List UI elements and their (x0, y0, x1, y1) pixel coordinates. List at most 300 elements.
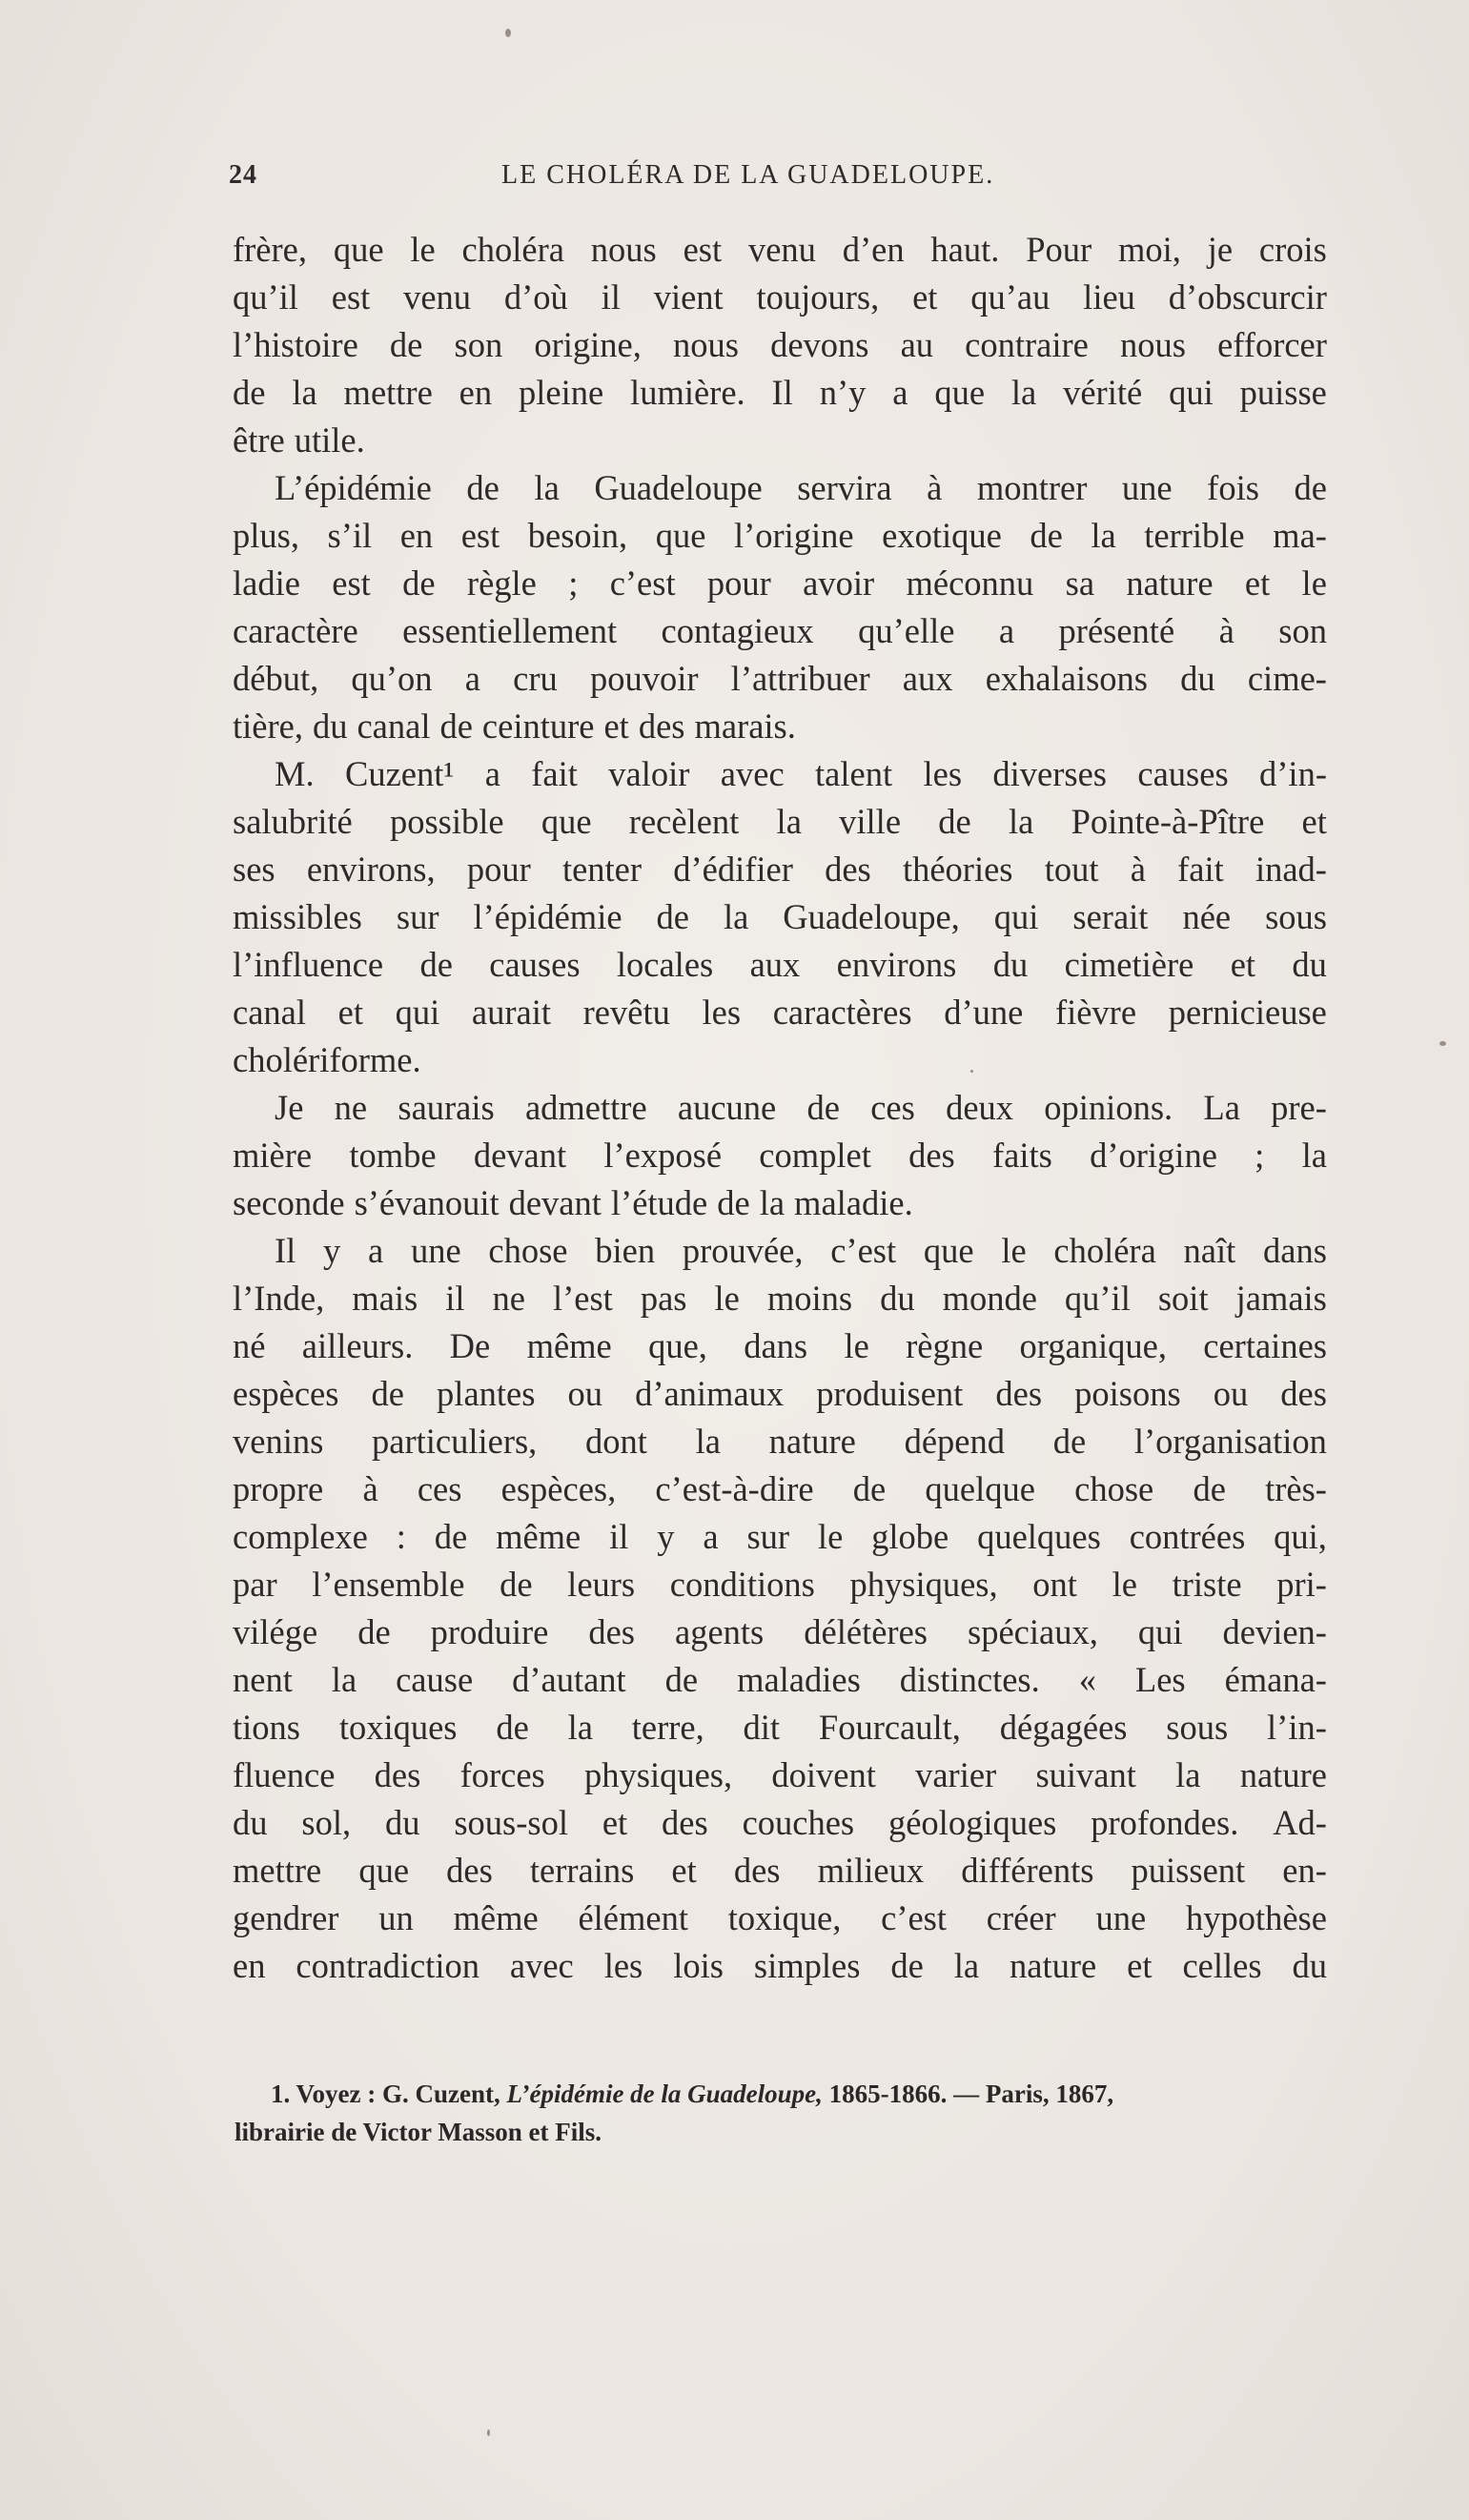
word: venins (233, 1422, 324, 1461)
word: très- (1265, 1469, 1327, 1508)
word: du (1292, 945, 1327, 984)
text-line (233, 1659, 1327, 1707)
word: particuliers, (372, 1422, 538, 1461)
text-line (233, 1945, 1327, 1993)
word: produisent (816, 1374, 964, 1413)
word: à (362, 1469, 378, 1508)
word: du (233, 1803, 268, 1842)
word: ou (1213, 1374, 1249, 1413)
word: sous (1265, 897, 1327, 936)
word: ma- (1273, 516, 1327, 555)
word: chose (488, 1231, 568, 1270)
word: vilége (233, 1612, 318, 1651)
word: à (927, 468, 943, 507)
word: devien- (1222, 1612, 1327, 1651)
text-line (233, 1230, 1327, 1278)
word: La (1203, 1088, 1240, 1127)
word: qu’on (351, 659, 433, 698)
word: le (844, 1326, 869, 1365)
word: et (912, 277, 938, 317)
word: sous-sol (454, 1803, 568, 1842)
word: nature (1126, 563, 1214, 603)
word: de (664, 1660, 699, 1699)
word: théories (902, 850, 1013, 889)
word: ; (1255, 1136, 1265, 1175)
word: aux (902, 659, 953, 698)
text-line (233, 1421, 1327, 1468)
word: revêtu (582, 993, 670, 1032)
word: du (992, 945, 1029, 984)
word: devant (473, 1136, 567, 1175)
word: saurais (398, 1088, 495, 1127)
word: y (323, 1231, 341, 1270)
word: spéciaux, (968, 1612, 1098, 1651)
word: l’ensemble (312, 1565, 465, 1604)
word: la (1301, 1136, 1327, 1175)
word: cime- (1247, 659, 1327, 698)
word: l’influence (233, 945, 384, 984)
word: celles (1182, 1946, 1262, 1985)
word: règle (466, 563, 537, 603)
word: du (1292, 1946, 1327, 1985)
word: a (368, 1231, 384, 1270)
word: contagieux (661, 611, 814, 650)
word: deux (946, 1088, 1014, 1127)
word: c’est-à-dire (655, 1469, 814, 1508)
word: propre (233, 1469, 324, 1508)
word: causes (489, 945, 581, 984)
word: dans (744, 1326, 808, 1365)
word: de (500, 1565, 533, 1604)
word: est (331, 277, 371, 317)
word: doivent (771, 1755, 876, 1794)
word: ailleurs. (301, 1326, 414, 1365)
word: vérité (1063, 373, 1143, 412)
word: de (1030, 516, 1063, 555)
word: il (445, 1279, 465, 1318)
footnote-title: L’épidémie de la Guadeloupe, (506, 2080, 823, 2108)
word: la (1010, 373, 1037, 412)
footnote-line: librairie de Victor Masson et Fils. (235, 2118, 602, 2146)
word: caractères (772, 993, 912, 1032)
word: cholériforme. (233, 1040, 421, 1079)
word: crois (1258, 230, 1327, 269)
body-text (233, 229, 1327, 1993)
word: il (601, 277, 621, 317)
word: nature (1239, 1755, 1327, 1794)
word: la (1008, 802, 1034, 841)
word: de (1294, 468, 1327, 507)
word: des (995, 1374, 1043, 1413)
text-line (233, 1611, 1327, 1659)
word: conditions (669, 1565, 815, 1604)
word: pre- (1271, 1088, 1327, 1127)
word: qu’il (1064, 1279, 1131, 1318)
text-line (233, 420, 1327, 467)
word: dépend (904, 1422, 1005, 1461)
word: haut. (930, 230, 1000, 269)
word: Les (1134, 1660, 1186, 1699)
text-line (233, 1182, 1327, 1230)
word: pri- (1276, 1565, 1327, 1604)
word: Pointe-à-Pître (1071, 802, 1265, 841)
word: Fourcault, (818, 1708, 961, 1747)
word: du (384, 1803, 420, 1842)
word: né (233, 1326, 266, 1365)
word: élément (578, 1898, 688, 1937)
word: leurs (567, 1565, 636, 1604)
word: par (233, 1565, 277, 1604)
word: fluence (233, 1755, 336, 1794)
word: différents (961, 1851, 1094, 1890)
word: chose (1074, 1469, 1154, 1508)
word: du (312, 707, 348, 746)
word: d’animaux (635, 1374, 785, 1413)
word: une (1095, 1898, 1147, 1937)
footnote-marker: 1. Voyez : G. Cuzent, (271, 2080, 500, 2108)
word: terrains (529, 1851, 635, 1890)
word: des (662, 1803, 708, 1842)
word: d’obscurcir (1168, 277, 1327, 317)
word: environs (836, 945, 957, 984)
word: tenter (561, 850, 643, 889)
word: de (389, 325, 423, 364)
word: est (332, 563, 371, 603)
word: règne (906, 1326, 984, 1365)
text-line (233, 563, 1327, 610)
text-line (233, 277, 1327, 324)
word: ces (417, 1469, 462, 1508)
word: ne (492, 1279, 525, 1318)
word: le (1112, 1565, 1137, 1604)
word: des (638, 707, 685, 746)
word: des (733, 1851, 781, 1890)
word: sol, (301, 1803, 352, 1842)
word: et (1127, 1946, 1153, 1985)
word: maladies (737, 1660, 861, 1699)
word: l’histoire (233, 325, 358, 364)
word: d’en (842, 230, 905, 269)
word: nous (590, 230, 657, 269)
word: le (410, 230, 436, 269)
word: en (399, 516, 434, 555)
word: environs, (306, 850, 436, 889)
word: des (908, 1136, 955, 1175)
word: son (1278, 611, 1327, 650)
word: espèces (233, 1374, 339, 1413)
word: a (484, 754, 500, 793)
word: lieu (1083, 277, 1135, 317)
word: méconnu (906, 563, 1034, 603)
word: physiques, (849, 1565, 998, 1604)
text-line (233, 1087, 1327, 1135)
word: possible (389, 802, 504, 841)
word: avec (720, 754, 785, 793)
word: cru (513, 659, 558, 698)
word: qu’elle (858, 611, 955, 650)
word: que (923, 1231, 974, 1270)
word: toujours, (756, 277, 880, 317)
word: est (683, 230, 723, 269)
word: sur (396, 897, 439, 936)
page-header (229, 160, 1325, 198)
word: bien (595, 1231, 656, 1270)
word: qui (1137, 1612, 1183, 1651)
word: l’origine (733, 516, 854, 555)
text-line (233, 753, 1327, 801)
text-line (233, 1039, 1327, 1087)
word: diverses (992, 754, 1108, 793)
word: de (852, 1469, 887, 1508)
word: utile. (294, 420, 365, 460)
word: Pour (1026, 230, 1092, 269)
word: d’autant (512, 1660, 626, 1699)
text-line (233, 706, 1327, 753)
word: varier (915, 1755, 997, 1794)
word: du (1180, 659, 1215, 698)
word: d’une (944, 993, 1024, 1032)
word: des (825, 850, 871, 889)
word: pernicieuse (1168, 993, 1327, 1032)
word: de (1193, 1469, 1226, 1508)
word: pas (640, 1279, 687, 1318)
word: toxique, (727, 1898, 842, 1937)
word: mettre (233, 1851, 322, 1890)
word: essentiellement (402, 611, 618, 650)
word: pouvoir (589, 659, 699, 698)
paper-speck (505, 29, 511, 37)
word: naît (1183, 1231, 1236, 1270)
word: d’édifier (673, 850, 793, 889)
word: ville (839, 802, 902, 841)
word: à (1130, 850, 1146, 889)
word: dont (585, 1422, 647, 1461)
word: et (337, 993, 363, 1032)
word: Il (275, 1231, 296, 1270)
word: il (609, 1517, 629, 1556)
word: ses (233, 850, 275, 889)
word: n’y (819, 373, 867, 412)
word: agents (675, 1612, 765, 1651)
word: Guadeloupe, (783, 897, 960, 936)
word: origine, (534, 325, 642, 364)
word: et (602, 1803, 628, 1842)
word: tions (233, 1708, 300, 1747)
text-line (233, 467, 1327, 515)
word: choléra (1053, 1231, 1156, 1270)
word: espèces, (500, 1469, 617, 1508)
text-line (233, 610, 1327, 658)
word: nature (1010, 1946, 1097, 1985)
word: canal (233, 993, 306, 1032)
word: contrées (1129, 1517, 1246, 1556)
word: de (806, 1088, 840, 1127)
paper-speck (487, 2429, 490, 2436)
text-line (233, 944, 1327, 992)
word: tombe (349, 1136, 437, 1175)
word: la (953, 1946, 980, 1985)
word: forces (459, 1755, 545, 1794)
word: la (331, 1660, 357, 1699)
word: jamais (1235, 1279, 1327, 1318)
text-line (233, 1135, 1327, 1182)
word: de (656, 897, 689, 936)
word: de (439, 707, 473, 746)
word: des (588, 1612, 635, 1651)
word: la (534, 468, 560, 507)
word: ladie (233, 563, 300, 603)
word: missibles (233, 897, 362, 936)
word: salubrité (233, 802, 353, 841)
word: que (333, 230, 384, 269)
word: une (410, 1231, 461, 1270)
word: Il (771, 373, 793, 412)
word: caractère (233, 611, 358, 650)
word: qui, (1274, 1517, 1327, 1556)
word: cause (396, 1660, 474, 1699)
word: l’est (552, 1279, 613, 1318)
word: contradiction (296, 1946, 479, 1985)
word: Ad- (1273, 1803, 1327, 1842)
word: des (446, 1851, 493, 1890)
word: ces (870, 1088, 915, 1127)
text-line (233, 372, 1327, 420)
word: opinions. (1044, 1088, 1173, 1127)
word: puisse (1239, 373, 1327, 412)
word: causes (1137, 754, 1229, 793)
word: complet (759, 1136, 871, 1175)
word: vient (653, 277, 724, 317)
word: le (714, 1279, 740, 1318)
word: une (1121, 468, 1173, 507)
word: et (1244, 563, 1271, 603)
word: de (357, 1612, 391, 1651)
page-number: 24 (229, 160, 257, 190)
word: sous (1166, 1708, 1229, 1747)
word: de (938, 802, 971, 841)
word: a (464, 659, 480, 698)
word: l’exposé (603, 1136, 723, 1175)
footnote-line (271, 2075, 1329, 2113)
word: de (419, 945, 453, 984)
word: dit (743, 1708, 781, 1747)
word: l’attribuer (730, 659, 870, 698)
word: qu’il (233, 277, 298, 317)
word: poisons (1074, 1374, 1181, 1413)
word: ceinture (481, 707, 595, 746)
word: venu (747, 230, 816, 269)
word: même (453, 1898, 539, 1937)
word: l’épidémie (473, 897, 622, 936)
word: complexe (233, 1517, 368, 1556)
word: soit (1157, 1279, 1209, 1318)
text-line (233, 992, 1327, 1039)
word: mière (233, 1136, 313, 1175)
word: Je (275, 1088, 304, 1127)
word: a (892, 373, 908, 412)
word: : (396, 1517, 406, 1556)
word: et (603, 707, 629, 746)
word: être (233, 420, 285, 460)
word: moins (766, 1279, 853, 1318)
word: un (378, 1898, 414, 1937)
word: servira (797, 468, 892, 507)
word: ou (567, 1374, 602, 1413)
word: la (759, 1183, 786, 1222)
word: moi, (1118, 230, 1181, 269)
text-line (233, 849, 1327, 896)
word: globe (871, 1517, 949, 1556)
word: l’Inde, (233, 1279, 325, 1318)
word: distinctes. (899, 1660, 1040, 1699)
word: à (1218, 611, 1234, 650)
word: serait (1072, 897, 1149, 936)
text-line (233, 515, 1327, 563)
word: créer (986, 1898, 1056, 1937)
word: marais. (694, 707, 796, 746)
word: lois (673, 1946, 724, 1985)
word: qui (1169, 373, 1214, 412)
word: la (1091, 516, 1116, 555)
word: de (402, 563, 436, 603)
word: de (1052, 1422, 1087, 1461)
word: exhalaisons (985, 659, 1148, 698)
word: la (292, 373, 317, 412)
word: la (776, 802, 802, 841)
word: maladie. (794, 1183, 913, 1222)
word: tière, (233, 707, 303, 746)
word: de (371, 1374, 404, 1413)
word: plus, (233, 516, 299, 555)
word: simples (753, 1946, 861, 1985)
word: valoir (608, 754, 690, 793)
word: au (900, 325, 934, 364)
word: l’étude (610, 1183, 708, 1222)
word: d’où (503, 277, 568, 317)
word: pour (706, 563, 771, 603)
word: la (1175, 1755, 1201, 1794)
word: recèlent (628, 802, 740, 841)
word: contraire (965, 325, 1089, 364)
word: pleine (518, 373, 604, 412)
text-line (233, 1564, 1327, 1611)
word: aurait (471, 993, 552, 1032)
word: de (496, 1708, 529, 1747)
word: exotique (882, 516, 1002, 555)
word: d’origine (1090, 1136, 1217, 1175)
word: la (723, 897, 749, 936)
word: le (817, 1517, 844, 1556)
word: qui (395, 993, 440, 1032)
word: en (233, 1946, 266, 1985)
word: prouvée, (682, 1231, 804, 1270)
word: monde (942, 1279, 1037, 1318)
word: de (233, 373, 266, 412)
word: inad- (1255, 850, 1327, 889)
word: seconde (233, 1183, 345, 1222)
word: L’épidémie (275, 468, 432, 507)
word: son (454, 325, 503, 364)
word: géologiques (888, 1803, 1057, 1842)
text-line (233, 896, 1327, 944)
word: efforcer (1217, 325, 1327, 364)
word: de (890, 1946, 924, 1985)
word: d’in- (1259, 754, 1327, 793)
word: terre, (631, 1708, 704, 1747)
word: dégagées (999, 1708, 1128, 1747)
word: le (1301, 563, 1327, 603)
word: des (1280, 1374, 1327, 1413)
